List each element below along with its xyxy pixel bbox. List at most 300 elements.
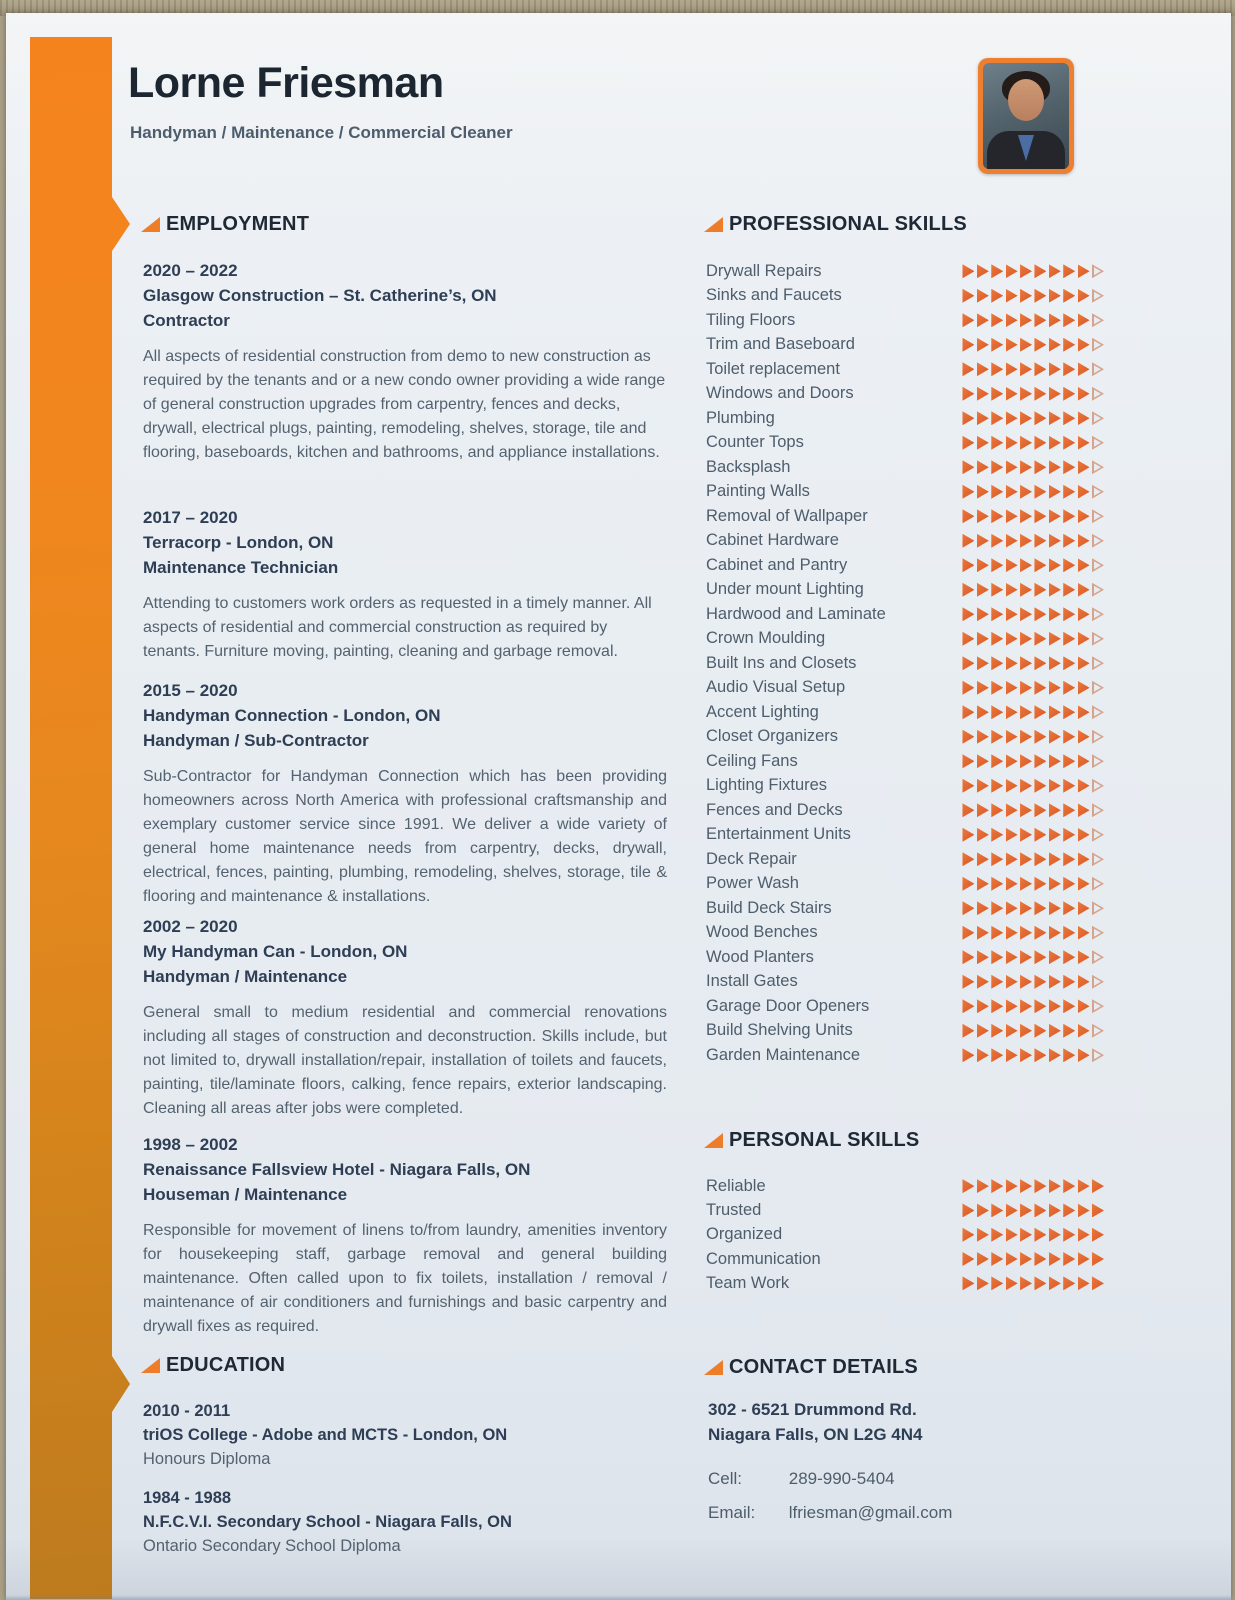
skill-label: Build Deck Stairs [706,898,832,917]
rating-arrow-filled-icon [1078,901,1090,915]
rating-arrow-filled-icon [962,632,974,646]
skill-label: Communication [706,1249,821,1268]
rating-arrow-filled-icon [1020,436,1032,450]
rating-arrow-filled-icon [1006,1276,1018,1290]
skill-rating [960,730,1104,744]
skill-rating [960,1276,1104,1290]
professional-skill-row [706,333,1104,358]
rating-arrow-filled-icon [1006,950,1018,964]
rating-arrow-empty-icon [1092,411,1104,425]
rating-arrow-filled-icon [1063,607,1075,621]
professional-skill-row [706,480,1104,505]
rating-arrow-filled-icon [1049,1252,1061,1266]
rating-arrow-filled-icon [1034,1179,1046,1193]
rating-arrow-filled-icon [1034,926,1046,940]
rating-arrow-filled-icon [1034,1048,1046,1062]
rating-arrow-filled-icon [1063,1252,1075,1266]
skill-label: Garage Door Openers [706,996,870,1015]
rating-arrow-filled-icon [1006,754,1018,768]
skill-label: Build Shelving Units [706,1021,853,1040]
professional-skills-list [706,259,1104,1068]
professional-skill-row [706,676,1104,701]
rating-arrow-filled-icon [962,901,974,915]
professional-skills-section-header [704,213,967,236]
rating-arrow-filled-icon [977,583,989,597]
skill-label: Power Wash [706,874,799,893]
rating-arrow-filled-icon [1006,828,1018,842]
rating-arrow-filled-icon [1063,583,1075,597]
rating-arrow-filled-icon [1034,338,1046,352]
rating-arrow-filled-icon [991,289,1003,303]
rating-arrow-filled-icon [991,338,1003,352]
rating-arrow-filled-icon [991,362,1003,376]
rating-arrow-empty-icon [1092,583,1104,597]
professional-skill-row [706,774,1104,799]
skill-label: Cabinet and Pantry [706,555,848,574]
skill-label: Under mount Lighting [706,580,864,599]
rating-arrow-filled-icon [1049,754,1061,768]
rating-arrow-filled-icon [1034,436,1046,450]
skill-label: Crown Moulding [706,629,826,648]
professional-skill-row [706,504,1104,529]
profile-photo [978,58,1074,174]
rating-arrow-filled-icon [1006,509,1018,523]
rating-arrow-filled-icon [977,828,989,842]
professional-skill-row [706,945,1104,970]
employment-section-title: EMPLOYMENT [166,213,310,235]
rating-arrow-filled-icon [1078,534,1090,548]
rating-arrow-filled-icon [1020,460,1032,474]
rating-arrow-filled-icon [1049,999,1061,1013]
rating-arrow-filled-icon [1063,485,1075,499]
skill-rating [960,754,1104,768]
rating-arrow-filled-icon [1078,828,1090,842]
skill-rating [960,485,1104,499]
skill-rating [960,803,1104,817]
skill-label: Reliable [706,1176,766,1195]
rating-arrow-filled-icon [1020,485,1032,499]
rating-arrow-filled-icon [1078,583,1090,597]
rating-arrow-filled-icon [977,460,989,474]
rating-arrow-filled-icon [1063,460,1075,474]
rating-arrow-filled-icon [1049,730,1061,744]
skill-rating [960,289,1104,303]
rating-arrow-empty-icon [1092,362,1104,376]
rating-arrow-filled-icon [1006,313,1018,327]
rating-arrow-filled-icon [1020,1048,1032,1062]
rating-arrow-filled-icon [1020,999,1032,1013]
job-description: General small to medium residential and commercial renovations including all stages of construction and deconstruction. Skills include, but not limited to, drywall installation/repair, installation of toilets and faucets, painting, tile/laminate floors, calking, fence repairs, exterior landscaping. Cleaning all areas after jobs were completed. [143,1004,667,1117]
rating-arrow-filled-icon [1049,558,1061,572]
section-marker-triangle-icon [704,217,723,232]
rating-arrow-filled-icon [1034,632,1046,646]
education-school: N.F.C.V.I. Secondary School - Niagara Falls, ON [143,1513,512,1531]
rating-arrow-filled-icon [1020,754,1032,768]
rating-arrow-empty-icon [1092,1048,1104,1062]
rating-arrow-filled-icon [977,534,989,548]
rating-arrow-filled-icon [1020,901,1032,915]
professional-skill-row [706,700,1104,725]
rating-arrow-filled-icon [1006,1203,1018,1217]
rating-arrow-filled-icon [1020,730,1032,744]
section-marker-triangle-icon [141,1358,160,1373]
rating-arrow-filled-icon [1020,828,1032,842]
skill-label: Painting Walls [706,482,810,501]
rating-arrow-filled-icon [962,387,974,401]
education-entry [143,1399,667,1471]
rating-arrow-empty-icon [1092,754,1104,768]
rating-arrow-filled-icon [962,460,974,474]
skill-label: Trim and Baseboard [706,335,855,354]
skill-rating [960,313,1104,327]
rating-arrow-empty-icon [1092,877,1104,891]
job-role: Maintenance Technician [143,558,339,577]
section-marker-triangle-icon [141,217,160,232]
photo-face-shape [1008,79,1044,121]
professional-skill-row [706,872,1104,897]
rating-arrow-filled-icon [977,1024,989,1038]
rating-arrow-filled-icon [1078,1276,1090,1290]
rating-arrow-empty-icon [1092,509,1104,523]
rating-arrow-filled-icon [1049,1203,1061,1217]
rating-arrow-filled-icon [962,1048,974,1062]
rating-arrow-filled-icon [1063,1179,1075,1193]
professional-skill-row [706,896,1104,921]
rating-arrow-filled-icon [977,656,989,670]
rating-arrow-filled-icon [962,534,974,548]
rating-arrow-filled-icon [991,460,1003,474]
rating-arrow-filled-icon [1020,509,1032,523]
skill-rating [960,950,1104,964]
rating-arrow-filled-icon [1020,1228,1032,1242]
skill-label: Lighting Fixtures [706,776,828,795]
rating-arrow-filled-icon [1063,264,1075,278]
rating-arrow-filled-icon [1020,313,1032,327]
professional-skill-row [706,382,1104,407]
rating-arrow-filled-icon [991,485,1003,499]
professional-skill-row [706,455,1104,480]
rating-arrow-empty-icon [1092,705,1104,719]
rating-arrow-filled-icon [1006,999,1018,1013]
personal-skill-row [706,1198,1104,1222]
rating-arrow-empty-icon [1092,313,1104,327]
rating-arrow-filled-icon [991,632,1003,646]
rating-arrow-filled-icon [962,877,974,891]
job-description: Attending to customers work orders as requested in a timely manner. All aspects of residential and commercial construction as required by tenants. Furniture moving, painting, cleaning and garbage removal. [143,595,652,660]
employment-entry [143,678,667,909]
rating-arrow-filled-icon [1063,1203,1075,1217]
rating-arrow-filled-icon [1006,338,1018,352]
rating-arrow-filled-icon [1063,852,1075,866]
rating-arrow-empty-icon [1092,1024,1104,1038]
rating-arrow-empty-icon [1092,534,1104,548]
rating-arrow-filled-icon [1006,534,1018,548]
rating-arrow-filled-icon [1078,681,1090,695]
section-marker-triangle-icon [704,1133,723,1148]
rating-arrow-filled-icon [1020,289,1032,303]
skill-rating [960,1252,1104,1266]
left-accent-ribbon [30,37,132,1599]
rating-arrow-filled-icon [1034,460,1046,474]
person-job-title: Handyman / Maintenance / Commercial Cleaner [130,123,513,142]
job-company: Terracorp - London, ON [143,533,334,552]
education-credential: Ontario Secondary School Diploma [143,1537,401,1555]
rating-arrow-filled-icon [1049,1276,1061,1290]
rating-arrow-filled-icon [1006,1048,1018,1062]
professional-skill-row [706,529,1104,554]
job-company: My Handyman Can - London, ON [143,942,408,961]
rating-arrow-filled-icon [1078,460,1090,474]
rating-arrow-filled-icon [1078,411,1090,425]
rating-arrow-filled-icon [1006,362,1018,376]
rating-arrow-filled-icon [1034,681,1046,695]
rating-arrow-filled-icon [1049,926,1061,940]
rating-arrow-filled-icon [1006,1179,1018,1193]
rating-arrow-filled-icon [1049,1179,1061,1193]
employment-entry [143,258,667,465]
rating-arrow-filled-icon [1049,485,1061,499]
rating-arrow-filled-icon [1034,1276,1046,1290]
rating-arrow-filled-icon [1049,1228,1061,1242]
rating-arrow-filled-icon [962,558,974,572]
job-company: Glasgow Construction – St. Catherine’s, ON [143,286,497,305]
rating-arrow-filled-icon [1034,901,1046,915]
rating-arrow-empty-icon [1092,289,1104,303]
rating-arrow-filled-icon [1034,656,1046,670]
rating-arrow-filled-icon [1049,632,1061,646]
rating-arrow-filled-icon [1006,1228,1018,1242]
rating-arrow-filled-icon [1006,681,1018,695]
rating-arrow-empty-icon [1092,779,1104,793]
rating-arrow-filled-icon [1078,705,1090,719]
rating-arrow-filled-icon [1078,852,1090,866]
resume-paper [6,13,1231,1600]
rating-arrow-filled-icon [1078,975,1090,989]
rating-arrow-filled-icon [1020,534,1032,548]
rating-arrow-filled-icon [991,877,1003,891]
rating-arrow-filled-icon [1020,607,1032,621]
skill-label: Trusted [706,1200,762,1219]
rating-arrow-empty-icon [1092,975,1104,989]
professional-skill-row [706,1043,1104,1068]
professional-skill-row [706,357,1104,382]
rating-arrow-filled-icon [1020,1252,1032,1266]
contact-section-header [704,1356,918,1379]
rating-arrow-filled-icon [1078,509,1090,523]
rating-arrow-filled-icon [1006,1024,1018,1038]
skill-rating [960,1179,1104,1193]
rating-arrow-filled-icon [1006,583,1018,597]
rating-arrow-filled-icon [1049,901,1061,915]
skill-rating [960,1048,1104,1062]
rating-arrow-empty-icon [1092,632,1104,646]
rating-arrow-filled-icon [1078,1228,1090,1242]
rating-arrow-empty-icon [1092,999,1104,1013]
skill-rating [960,999,1104,1013]
rating-arrow-filled-icon [1078,730,1090,744]
rating-arrow-filled-icon [1006,607,1018,621]
rating-arrow-filled-icon [1020,1024,1032,1038]
rating-arrow-empty-icon [1092,338,1104,352]
rating-arrow-filled-icon [1049,387,1061,401]
rating-arrow-filled-icon [1034,289,1046,303]
rating-arrow-filled-icon [1078,877,1090,891]
rating-arrow-filled-icon [991,534,1003,548]
rating-arrow-filled-icon [1006,705,1018,719]
rating-arrow-filled-icon [991,779,1003,793]
rating-arrow-filled-icon [1020,656,1032,670]
job-description: All aspects of residential construction from demo to new construction as required by the tenants and or a new condo owner providing a wide range of general construction upgrades from carpentry, fences and decks, drywall, electrical plugs, painting, remodeling, shelves, storage, tile and flooring, baseboards, kitchen and bathrooms, and appliance installations. [143,348,666,461]
rating-arrow-filled-icon [1034,730,1046,744]
job-role: Houseman / Maintenance [143,1185,348,1204]
rating-arrow-filled-icon [1049,411,1061,425]
rating-arrow-filled-icon [977,877,989,891]
rating-arrow-filled-icon [1020,558,1032,572]
rating-arrow-filled-icon [1063,926,1075,940]
section-marker-triangle-icon [704,1360,723,1375]
rating-arrow-filled-icon [977,901,989,915]
skill-label: Fences and Decks [706,800,843,819]
professional-skill-row [706,921,1104,946]
rating-arrow-filled-icon [1020,583,1032,597]
skill-label: Sinks and Faucets [706,286,842,305]
rating-arrow-filled-icon [1049,607,1061,621]
skill-rating [960,338,1104,352]
skill-label: Audio Visual Setup [706,678,846,697]
rating-arrow-empty-icon [1092,730,1104,744]
rating-arrow-filled-icon [977,1048,989,1062]
rating-arrow-filled-icon [962,338,974,352]
rating-arrow-filled-icon [1034,485,1046,499]
rating-arrow-filled-icon [1034,362,1046,376]
rating-arrow-empty-icon [1092,901,1104,915]
rating-arrow-filled-icon [991,950,1003,964]
rating-arrow-filled-icon [1034,975,1046,989]
rating-arrow-filled-icon [962,828,974,842]
rating-arrow-filled-icon [1034,558,1046,572]
rating-arrow-filled-icon [991,1228,1003,1242]
rating-arrow-filled-icon [1006,1252,1018,1266]
rating-arrow-filled-icon [1092,1276,1104,1290]
rating-arrow-filled-icon [1049,338,1061,352]
rating-arrow-filled-icon [1049,852,1061,866]
rating-arrow-filled-icon [1020,975,1032,989]
skill-rating [960,975,1104,989]
rating-arrow-filled-icon [962,999,974,1013]
rating-arrow-filled-icon [977,1203,989,1217]
job-period: 2020 – 2022 [143,261,238,280]
rating-arrow-filled-icon [1006,803,1018,817]
rating-arrow-filled-icon [1063,534,1075,548]
rating-arrow-filled-icon [962,754,974,768]
email-address: lfriesman@gmail.com [788,1503,953,1522]
professional-skill-row [706,651,1104,676]
rating-arrow-filled-icon [1063,436,1075,450]
rating-arrow-filled-icon [1063,338,1075,352]
rating-arrow-filled-icon [991,730,1003,744]
rating-arrow-filled-icon [1063,362,1075,376]
rating-arrow-filled-icon [1078,754,1090,768]
rating-arrow-filled-icon [991,583,1003,597]
rating-arrow-filled-icon [1020,705,1032,719]
contact-email-row [708,1503,952,1523]
rating-arrow-filled-icon [1034,779,1046,793]
rating-arrow-filled-icon [962,950,974,964]
person-name: Lorne Friesman [128,59,444,107]
rating-arrow-filled-icon [962,485,974,499]
rating-arrow-filled-icon [1034,387,1046,401]
professional-skill-row [706,602,1104,627]
rating-arrow-filled-icon [1020,950,1032,964]
rating-arrow-filled-icon [962,264,974,278]
skill-label: Closet Organizers [706,727,839,746]
rating-arrow-filled-icon [977,975,989,989]
rating-arrow-filled-icon [1020,803,1032,817]
rating-arrow-filled-icon [1063,754,1075,768]
rating-arrow-filled-icon [977,950,989,964]
education-credential: Honours Diploma [143,1450,271,1468]
professional-skills-section-title: PROFESSIONAL SKILLS [729,213,967,235]
rating-arrow-filled-icon [1020,1203,1032,1217]
professional-skill-row [706,308,1104,333]
rating-arrow-filled-icon [1063,313,1075,327]
rating-arrow-filled-icon [962,411,974,425]
skill-rating [960,926,1104,940]
job-company: Handyman Connection - London, ON [143,706,441,725]
rating-arrow-filled-icon [962,362,974,376]
rating-arrow-filled-icon [1078,362,1090,376]
contact-address [708,1397,922,1447]
rating-arrow-filled-icon [1049,534,1061,548]
skill-rating [960,877,1104,891]
rating-arrow-filled-icon [1049,779,1061,793]
rating-arrow-filled-icon [1006,975,1018,989]
professional-skill-row [706,798,1104,823]
personal-skills-section-header [704,1129,919,1152]
rating-arrow-filled-icon [977,803,989,817]
skill-label: Garden Maintenance [706,1045,861,1064]
job-period: 2017 – 2020 [143,508,238,527]
rating-arrow-filled-icon [962,926,974,940]
rating-arrow-filled-icon [962,681,974,695]
rating-arrow-filled-icon [977,436,989,450]
rating-arrow-filled-icon [1049,1024,1061,1038]
professional-skill-row [706,259,1104,284]
rating-arrow-filled-icon [1020,681,1032,695]
rating-arrow-filled-icon [1078,656,1090,670]
rating-arrow-filled-icon [991,828,1003,842]
rating-arrow-filled-icon [977,779,989,793]
rating-arrow-filled-icon [962,289,974,303]
rating-arrow-filled-icon [962,1203,974,1217]
rating-arrow-filled-icon [1049,681,1061,695]
rating-arrow-filled-icon [1078,779,1090,793]
skill-rating [960,1203,1104,1217]
skill-rating [960,534,1104,548]
rating-arrow-filled-icon [1020,264,1032,278]
personal-skills-list [706,1174,1104,1295]
rating-arrow-empty-icon [1092,926,1104,940]
rating-arrow-filled-icon [1063,558,1075,572]
rating-arrow-filled-icon [1063,632,1075,646]
skill-rating [960,583,1104,597]
rating-arrow-empty-icon [1092,803,1104,817]
rating-arrow-filled-icon [1020,411,1032,425]
rating-arrow-filled-icon [991,999,1003,1013]
professional-skill-row [706,749,1104,774]
rating-arrow-filled-icon [977,264,989,278]
rating-arrow-filled-icon [1049,460,1061,474]
